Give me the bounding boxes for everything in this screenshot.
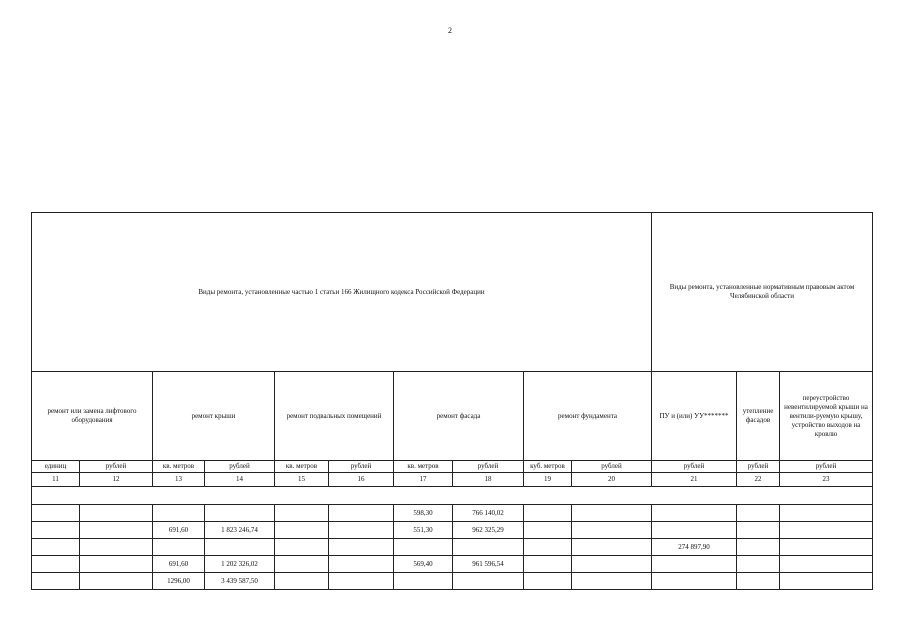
table-row (32, 539, 873, 556)
repair-types-table (31, 212, 873, 590)
column-number: 22 (737, 473, 780, 487)
column-number: 19 (524, 473, 572, 487)
data-cell (329, 522, 394, 539)
data-cell (32, 522, 80, 539)
column-number: 21 (652, 473, 737, 487)
data-cell (453, 539, 524, 556)
unit-cell: кв. метров (153, 461, 205, 473)
data-cell: 691,60 (153, 556, 205, 573)
data-cell (737, 556, 780, 573)
data-cell: 1 202 326,02 (205, 556, 275, 573)
data-cell: 274 897,90 (652, 539, 737, 556)
subheader-roof: ремонт крыши (153, 372, 275, 461)
table-row (32, 522, 873, 539)
page-number: 2 (448, 26, 452, 35)
data-cell: 962 325,29 (453, 522, 524, 539)
data-cell (32, 573, 80, 590)
data-cell (737, 573, 780, 590)
data-cell (275, 522, 329, 539)
unit-cell: кв. метров (394, 461, 453, 473)
header-regional-repair-types: Виды ремонта, установленные нормативным правовым актом Челябинской области (652, 213, 873, 372)
data-cell (652, 505, 737, 522)
subheader-basement: ремонт подвальных помещений (275, 372, 394, 461)
unit-cell: куб. метров (524, 461, 572, 473)
data-cell (394, 539, 453, 556)
column-number: 23 (780, 473, 873, 487)
data-cell (394, 573, 453, 590)
data-cell (153, 539, 205, 556)
subheader-facade: ремонт фасада (394, 372, 524, 461)
blank-row (32, 487, 873, 505)
data-cell (572, 505, 652, 522)
data-cell (205, 505, 275, 522)
data-cell (329, 505, 394, 522)
subheader-foundation: ремонт фундамента (524, 372, 652, 461)
column-number: 11 (32, 473, 80, 487)
data-cell (524, 539, 572, 556)
data-cell (524, 556, 572, 573)
data-cell: 1296,00 (153, 573, 205, 590)
data-cell (80, 505, 153, 522)
data-cell (780, 522, 873, 539)
unit-cell: кв. метров (275, 461, 329, 473)
data-cell (572, 556, 652, 573)
data-cell (275, 539, 329, 556)
unit-cell: рублей (572, 461, 652, 473)
data-cell (524, 522, 572, 539)
data-cell (780, 573, 873, 590)
table-row (32, 573, 873, 590)
unit-cell: рублей (329, 461, 394, 473)
data-cell (80, 522, 153, 539)
blank-cell (32, 487, 873, 505)
data-cell (275, 573, 329, 590)
data-cell: 691,60 (153, 522, 205, 539)
data-cell (524, 505, 572, 522)
data-cell (32, 539, 80, 556)
data-cell (275, 556, 329, 573)
table-row (32, 505, 873, 522)
data-cell (652, 573, 737, 590)
data-cell (737, 539, 780, 556)
data-cell (329, 556, 394, 573)
units-row (32, 461, 873, 473)
subheader-facade-insulation: утепление фасадов (737, 372, 780, 461)
data-cell: 598,30 (394, 505, 453, 522)
unit-cell: рублей (737, 461, 780, 473)
data-cell: 551,30 (394, 522, 453, 539)
data-cell (32, 556, 80, 573)
table-row (32, 556, 873, 573)
column-number: 15 (275, 473, 329, 487)
data-cell (780, 556, 873, 573)
column-number: 12 (80, 473, 153, 487)
data-cell (572, 573, 652, 590)
data-cell (329, 539, 394, 556)
unit-cell: рублей (80, 461, 153, 473)
unit-cell: рублей (652, 461, 737, 473)
column-numbers-row (32, 473, 873, 487)
subheader-elevator: ремонт или замена лифтового оборудования (32, 372, 153, 461)
column-number: 20 (572, 473, 652, 487)
data-cell (275, 505, 329, 522)
data-cell (80, 573, 153, 590)
data-cell (572, 522, 652, 539)
column-number: 18 (453, 473, 524, 487)
column-number: 16 (329, 473, 394, 487)
data-cell (572, 539, 652, 556)
data-cell (329, 573, 394, 590)
column-number: 13 (153, 473, 205, 487)
data-cell (652, 522, 737, 539)
data-cell: 766 140,02 (453, 505, 524, 522)
column-number: 14 (205, 473, 275, 487)
data-cell (80, 556, 153, 573)
subheader-meters: ПУ и (или) УУ******* (652, 372, 737, 461)
data-cell (205, 539, 275, 556)
subheader-roof-conversion: переустройство невентилируемой крыши на вентили-руемую крышу, устройство выходов на кровлю (780, 372, 873, 461)
unit-cell: рублей (453, 461, 524, 473)
data-cell (780, 539, 873, 556)
data-cell (652, 556, 737, 573)
unit-cell: рублей (780, 461, 873, 473)
data-cell (737, 522, 780, 539)
data-cell (80, 539, 153, 556)
data-cell: 569,40 (394, 556, 453, 573)
data-cell (524, 573, 572, 590)
data-cell (32, 505, 80, 522)
data-cell: 961 596,54 (453, 556, 524, 573)
unit-cell: рублей (205, 461, 275, 473)
column-number: 17 (394, 473, 453, 487)
data-cell (737, 505, 780, 522)
header-federal-repair-types: Виды ремонта, установленные частью 1 статьи 166 Жилищного кодекса Российской Федерации (32, 213, 652, 372)
data-cell (780, 505, 873, 522)
unit-cell: единиц (32, 461, 80, 473)
data-cell (453, 573, 524, 590)
data-cell (153, 505, 205, 522)
data-cell: 3 439 587,50 (205, 573, 275, 590)
data-cell: 1 823 246,74 (205, 522, 275, 539)
